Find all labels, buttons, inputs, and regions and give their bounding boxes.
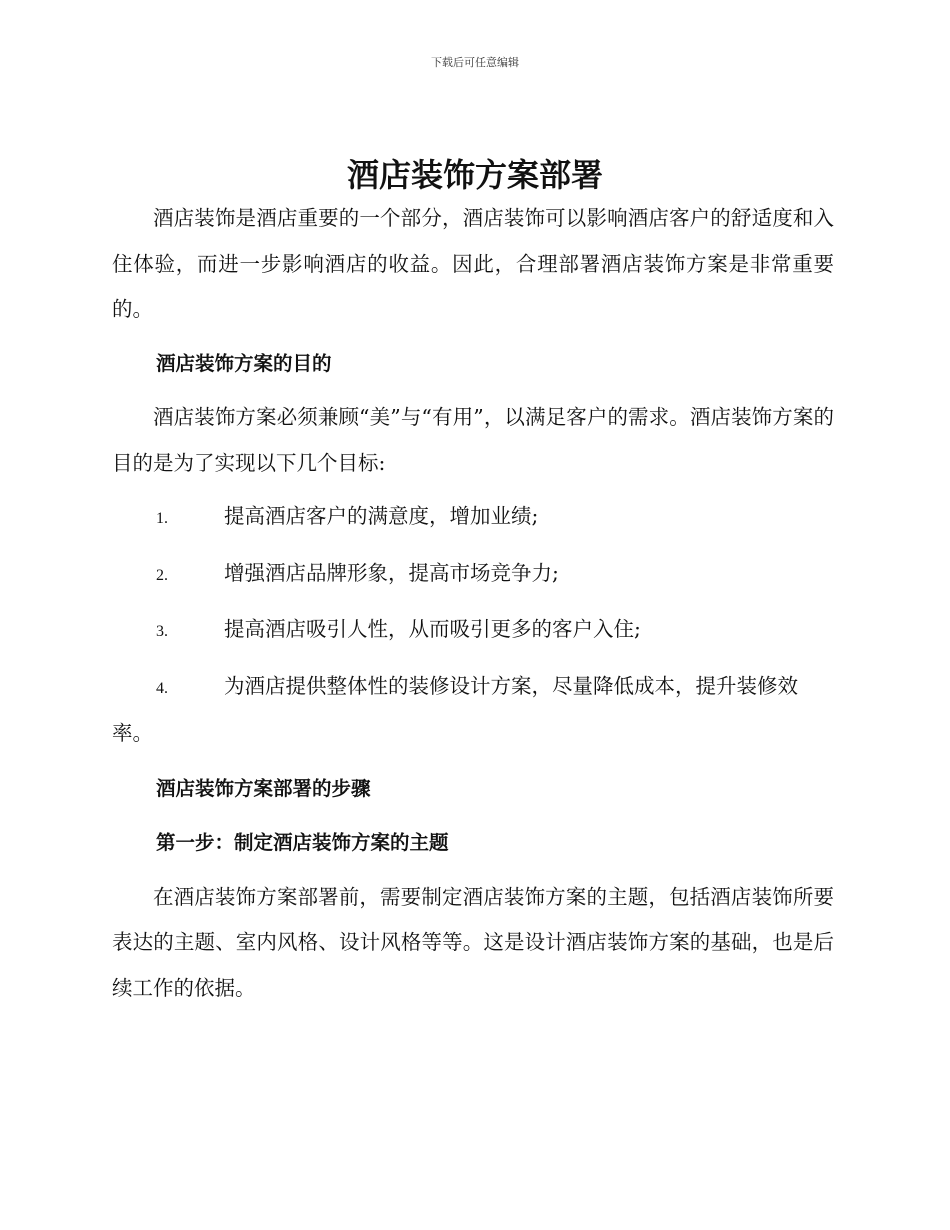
- list-item: [112, 551, 834, 599]
- intro-paragraph: 酒店装饰是酒店重要的一个部分，酒店装饰可以影响酒店客户的舒适度和入住体验，而进一步影响酒店的收益。因此，合理部署酒店装饰方案是非常重要的。: [112, 206, 834, 321]
- list-item: [112, 494, 834, 542]
- purpose-paragraph: 酒店装饰方案必须兼顾“美”与“有用”，以满足客户的需求。酒店装饰方案的目的是为了实现以下几个目标:: [112, 405, 834, 475]
- list-item-number: 1.: [156, 510, 168, 527]
- list-item-text: 增强酒店品牌形象，提高市场竞争力;: [224, 560, 559, 585]
- list-item-number: 3.: [156, 623, 168, 640]
- list-item: [112, 607, 834, 655]
- section-heading-steps: 酒店装饰方案部署的步骤: [156, 776, 371, 800]
- list-item-number: 4.: [156, 679, 168, 697]
- step1-heading: 第一步：制定酒店装饰方案的主题: [156, 831, 449, 854]
- list-item-text: 提高酒店吸引人性，从而吸引更多的客户入住;: [224, 617, 641, 641]
- list-item: [112, 664, 834, 757]
- list-item-text: 提高酒店客户的满意度，增加业绩;: [224, 504, 539, 528]
- list-item-number: 2.: [156, 566, 168, 584]
- section-heading-purpose: 酒店装饰方案的目的: [156, 351, 332, 375]
- document-body: [112, 196, 834, 1019]
- step1-paragraph: 在酒店装饰方案部署前，需要制定酒店装饰方案的主题，包括酒店装饰所要表达的主题、室内风格、设计风格等等。这是设计酒店装饰方案的基础，也是后续工作的依据。: [112, 884, 834, 1000]
- list-item-text: 为酒店提供整体性的装修设计方案，尽量降低成本，提升装修效率。: [112, 673, 798, 745]
- page-title: 酒店装饰方案部署: [346, 156, 603, 194]
- header-note: 下载后可任意编辑: [431, 56, 519, 69]
